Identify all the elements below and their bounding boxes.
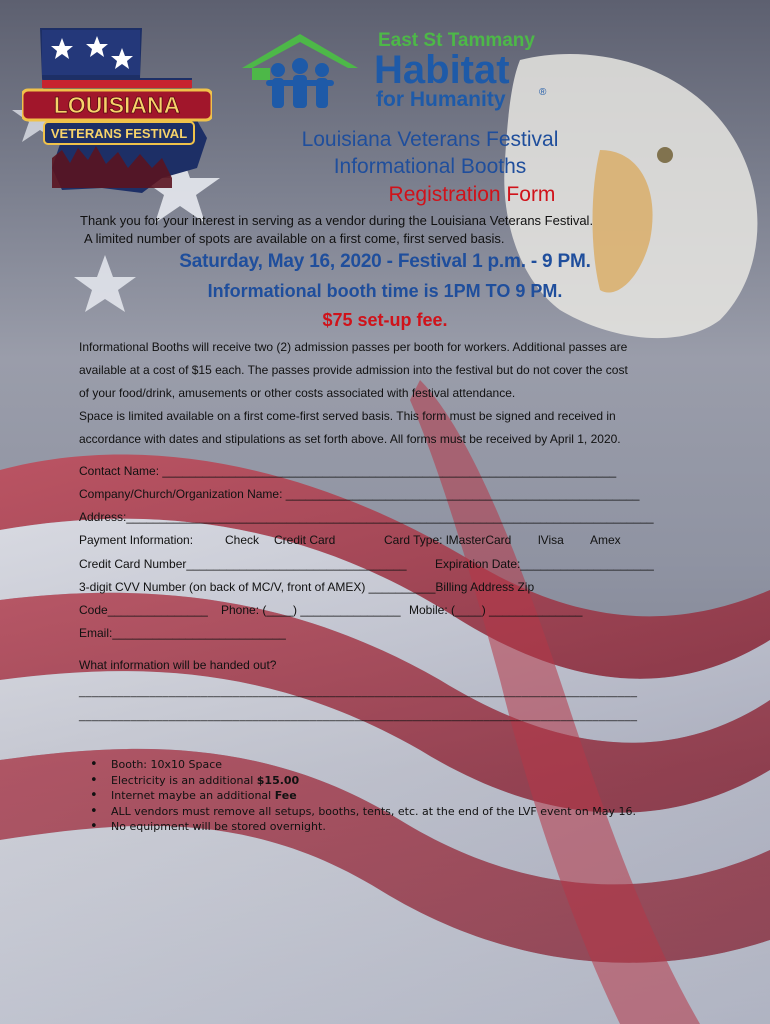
handout-answer-line-1[interactable]: _______________________________________________________________________________________ <box>79 686 638 698</box>
title-booths: Informational Booths <box>333 155 527 178</box>
habitat-name-text: Habitat <box>374 48 510 92</box>
details-line-4: Space is limited available on a first come-first served basis. This form must be signed and received in <box>79 409 616 423</box>
card-type-visa-option[interactable] <box>538 533 564 547</box>
visa-label: Visa <box>540 533 564 547</box>
company-name-field[interactable]: Company/Church/Organization Name: _____________________________________________________ <box>79 487 640 501</box>
handout-answer-line-2[interactable]: _______________________________________________________________________________________ <box>79 710 638 722</box>
logo-title-text: LOUISIANA <box>53 92 181 118</box>
event-date-line: Saturday, May 16, 2020 - Festival 1 p.m. - 9 PM. <box>179 251 591 272</box>
logo-subtitle-text: VETERANS FESTIVAL <box>50 126 188 141</box>
details-line-1: Informational Booths will receive two (2) admission passes per booth for workers. Additional passes are <box>79 340 628 354</box>
list-item: • ALL vendors must remove all setups, booths, tents, etc. at the end of the LVF event on May 16. <box>90 804 636 820</box>
registered-mark-text: ® <box>539 87 547 98</box>
people-icon <box>266 58 334 108</box>
contact-name-field[interactable]: Contact Name: ____________________________________________________________________ <box>79 464 617 478</box>
list-item: • Booth: 10x10 Space <box>90 757 636 773</box>
payment-information-label: Payment Information: <box>79 533 194 547</box>
details-line-2: available at a cost of $15 each. The passes provide admission into the festival but do not cover the cost <box>79 363 628 377</box>
card-number-field[interactable]: Credit Card Number_________________________________ <box>79 557 407 571</box>
booth-terms-list <box>90 757 636 835</box>
phone-field[interactable]: Phone: (____) _______________ <box>221 603 401 617</box>
handout-question: What information will be handed out? <box>79 658 277 672</box>
card-type-mastercard-option[interactable] <box>446 533 511 547</box>
list-item: • No equipment will be stored overnight. <box>90 819 636 835</box>
intro-line-2: A limited number of spots are available on a first come, first served basis. <box>84 231 505 246</box>
booth-time-line: Informational booth time is 1PM TO 9 PM. <box>207 281 563 301</box>
cvv-billing-zip-field[interactable]: 3-digit CVV Number (on back of MC/V, front of AMEX) __________Billing Address Zip <box>79 580 535 594</box>
mastercard-label: MasterCard <box>448 533 512 547</box>
details-line-5: accordance with dates and stipulations as set forth above. All forms must be received by April 1, 2020. <box>79 432 621 446</box>
checkbox-mark: l <box>538 533 541 547</box>
eagle-eye-shape <box>657 147 673 163</box>
veterans-festival-logo <box>22 18 212 198</box>
card-type-label: Card Type: <box>384 533 443 547</box>
details-line-3: of your food/drink, amusements or other costs associated with festival attendance. <box>79 386 516 400</box>
list-item: • Internet maybe an additional Fee <box>90 788 636 804</box>
address-field[interactable]: Address:_______________________________________________________________________________ <box>79 510 654 524</box>
title-registration-form: Registration Form <box>388 183 556 206</box>
habitat-tagline-text: for Humanity <box>376 88 506 111</box>
intro-line-1: Thank you for your interest in serving as a vendor during the Louisiana Veterans Festival. <box>80 213 594 228</box>
mobile-field[interactable]: Mobile: (____) ______________ <box>409 603 583 617</box>
payment-credit-card-option[interactable]: Credit Card <box>274 533 336 547</box>
payment-check-option[interactable]: Check <box>225 533 260 547</box>
email-field[interactable]: Email:__________________________ <box>79 626 286 640</box>
zip-code-field[interactable]: Code_______________ <box>79 603 208 617</box>
list-item: • Electricity is an additional $15.00 <box>90 773 636 789</box>
habitat-affiliate-text: East St Tammany <box>378 30 535 51</box>
expiration-date-field[interactable]: Expiration Date:____________________ <box>435 557 654 571</box>
habitat-for-humanity-logo <box>238 28 558 112</box>
setup-fee-line: $75 set-up fee. <box>322 310 448 330</box>
checkbox-mark: l <box>446 533 449 547</box>
title-festival: Louisiana Veterans Festival <box>301 128 559 151</box>
card-type-amex-option[interactable]: Amex <box>590 533 621 547</box>
